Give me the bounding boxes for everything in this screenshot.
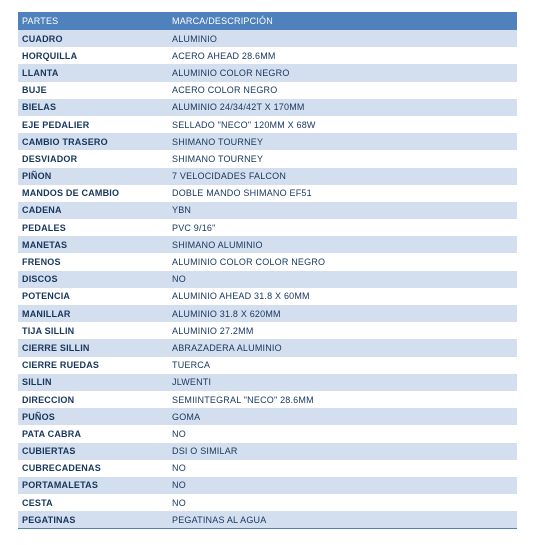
part-description-cell: PVC 9/16" <box>168 219 517 236</box>
table-row <box>18 253 517 270</box>
part-name-cell: SILLIN <box>18 374 168 391</box>
part-name-cell: HORQUILLA <box>18 47 168 64</box>
part-name-cell: CUADRO <box>18 30 168 47</box>
part-name-cell: POTENCIA <box>18 288 168 305</box>
part-description-cell: NO <box>168 460 517 477</box>
part-description-cell: PEGATINAS AL AGUA <box>168 511 517 529</box>
part-description-cell: JLWENTI <box>168 374 517 391</box>
part-name-cell: MANILLAR <box>18 305 168 322</box>
header-marca-descripcion: MARCA/DESCRIPCIÓN <box>168 12 517 30</box>
table-row <box>18 99 517 116</box>
part-description-cell: ALUMINIO COLOR COLOR NEGRO <box>168 253 517 270</box>
table-row <box>18 82 517 99</box>
part-description-cell: GOMA <box>168 408 517 425</box>
part-name-cell: PUÑOS <box>18 408 168 425</box>
table-row <box>18 494 517 511</box>
part-name-cell: PIÑON <box>18 168 168 185</box>
part-description-cell: NO <box>168 271 517 288</box>
part-description-cell: ALUMINIO <box>168 30 517 47</box>
table-row <box>18 322 517 339</box>
part-description-cell: ALUMINIO COLOR NEGRO <box>168 64 517 81</box>
part-name-cell: TIJA SILLIN <box>18 322 168 339</box>
table-row <box>18 150 517 167</box>
table-row <box>18 202 517 219</box>
table-row <box>18 477 517 494</box>
part-name-cell: EJE PEDALIER <box>18 116 168 133</box>
part-name-cell: CAMBIO TRASERO <box>18 133 168 150</box>
part-name-cell: BIELAS <box>18 99 168 116</box>
table-row <box>18 425 517 442</box>
part-description-cell: DSI O SIMILAR <box>168 443 517 460</box>
spec-table <box>18 12 517 529</box>
part-description-cell: NO <box>168 425 517 442</box>
table-row <box>18 219 517 236</box>
part-name-cell: PEDALES <box>18 219 168 236</box>
part-description-cell: NO <box>168 494 517 511</box>
part-name-cell: CIERRE SILLIN <box>18 339 168 356</box>
table-row <box>18 64 517 81</box>
table-row <box>18 185 517 202</box>
part-description-cell: 7 VELOCIDADES FALCON <box>168 168 517 185</box>
part-description-cell: ABRAZADERA ALUMINIO <box>168 339 517 356</box>
part-name-cell: PEGATINAS <box>18 511 168 529</box>
part-name-cell: DIRECCION <box>18 391 168 408</box>
table-row <box>18 391 517 408</box>
header-row <box>18 12 517 30</box>
part-name-cell: LLANTA <box>18 64 168 81</box>
part-name-cell: FRENOS <box>18 253 168 270</box>
table-row <box>18 271 517 288</box>
part-description-cell: SHIMANO TOURNEY <box>168 133 517 150</box>
part-name-cell: PATA CABRA <box>18 425 168 442</box>
table-row <box>18 408 517 425</box>
table-row <box>18 236 517 253</box>
part-description-cell: SELLADO "NECO" 120MM X 68W <box>168 116 517 133</box>
table-row <box>18 168 517 185</box>
part-name-cell: BUJE <box>18 82 168 99</box>
part-description-cell: ACERO COLOR NEGRO <box>168 82 517 99</box>
header-partes: PARTES <box>18 12 168 30</box>
table-row <box>18 460 517 477</box>
table-body <box>18 30 517 529</box>
part-description-cell: ACERO AHEAD 28.6MM <box>168 47 517 64</box>
table-header <box>18 12 517 30</box>
table-row <box>18 511 517 529</box>
part-name-cell: CIERRE RUEDAS <box>18 357 168 374</box>
part-description-cell: NO <box>168 477 517 494</box>
table-row <box>18 339 517 356</box>
part-name-cell: CESTA <box>18 494 168 511</box>
part-name-cell: DISCOS <box>18 271 168 288</box>
part-name-cell: CADENA <box>18 202 168 219</box>
part-description-cell: TUERCA <box>168 357 517 374</box>
table-row <box>18 30 517 47</box>
table-row <box>18 133 517 150</box>
part-description-cell: SHIMANO ALUMINIO <box>168 236 517 253</box>
part-name-cell: MANDOS DE CAMBIO <box>18 185 168 202</box>
table-row <box>18 305 517 322</box>
table-row <box>18 357 517 374</box>
table-row <box>18 288 517 305</box>
part-name-cell: CUBIERTAS <box>18 443 168 460</box>
part-description-cell: SEMIINTEGRAL "NECO" 28.6MM <box>168 391 517 408</box>
part-description-cell: YBN <box>168 202 517 219</box>
part-description-cell: ALUMINIO AHEAD 31.8 X 60MM <box>168 288 517 305</box>
part-name-cell: PORTAMALETAS <box>18 477 168 494</box>
table-row <box>18 47 517 64</box>
part-description-cell: ALUMINIO 27.2MM <box>168 322 517 339</box>
part-name-cell: DESVIADOR <box>18 150 168 167</box>
part-description-cell: ALUMINIO 31.8 X 620MM <box>168 305 517 322</box>
part-description-cell: SHIMANO TOURNEY <box>168 150 517 167</box>
part-name-cell: MANETAS <box>18 236 168 253</box>
table-row <box>18 374 517 391</box>
table-row <box>18 443 517 460</box>
part-name-cell: CUBRECADENAS <box>18 460 168 477</box>
part-description-cell: DOBLE MANDO SHIMANO EF51 <box>168 185 517 202</box>
table-row <box>18 116 517 133</box>
part-description-cell: ALUMINIO 24/34/42T X 170MM <box>168 99 517 116</box>
